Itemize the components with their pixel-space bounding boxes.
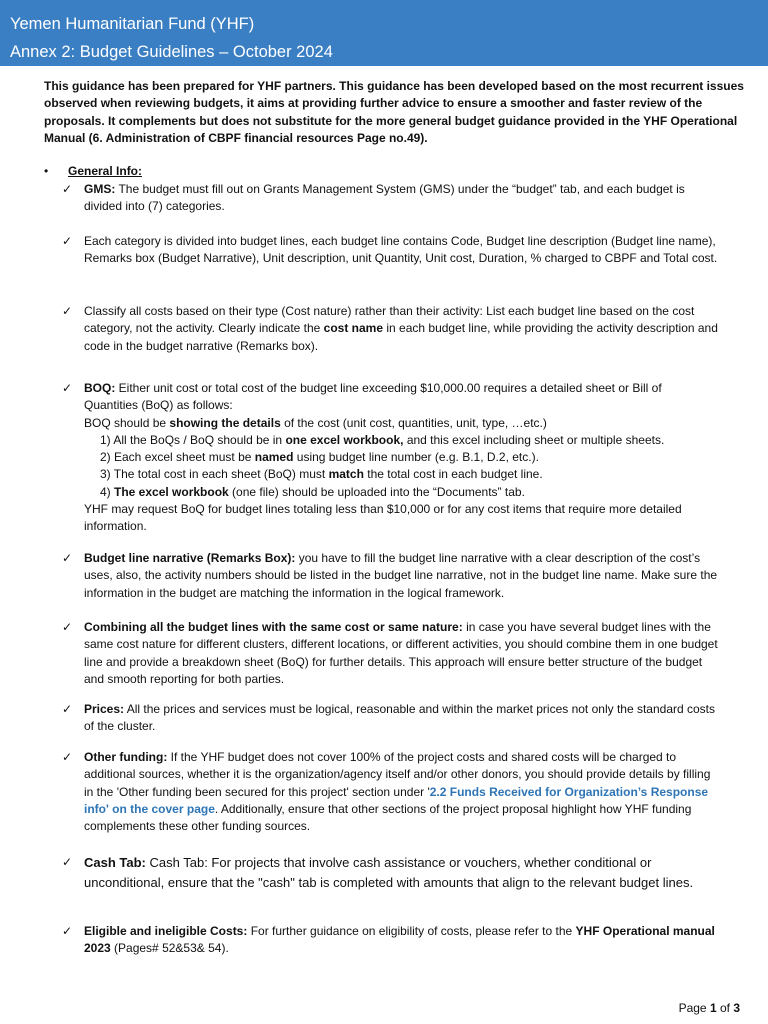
item-text: For further guidance on eligibility of costs, please refer to the bbox=[247, 924, 576, 938]
item-text: 1) All the BoQs / BoQ should be in bbox=[100, 432, 286, 447]
boq-step-2 bbox=[84, 449, 718, 466]
bullet-icon: • bbox=[44, 164, 49, 178]
intro-text: This guidance has been prepared for YHF partners. This guidance has been developed based on the most recurrent issues observed when reviewing budgets, it aims at providing further advice to ensure a smoother and faster review of the proposals. It complements but does not substitute for the more general budget guidance provided in the YHF Operational Manual (6. Administration of CBPF financial resources Page no.49). bbox=[44, 79, 744, 145]
item-text: in each budget line, while providing the activity description and code in the budget narrative (Remarks box). bbox=[84, 321, 718, 353]
item-text: of the cost (unit cost, quantities, unit, type, …etc.) bbox=[280, 415, 547, 430]
item-text: If the YHF budget does not cover 100% of the project costs and shared costs will be charged to additional sources, whether it is the organization/agency itself and/or other donors, you should provide details by filling in the 'Other funding been secured for this project' section under ' bbox=[84, 750, 711, 799]
item-title: Budget line narrative (Remarks Box): bbox=[84, 551, 296, 565]
item-bold: showing the details bbox=[169, 415, 281, 430]
cover-page-link[interactable]: 2.2 Funds Received for Organization’s Response info' on the cover page bbox=[84, 784, 709, 816]
checkmark-icon: ✓ bbox=[62, 855, 73, 869]
item-text: BOQ should be bbox=[84, 415, 170, 430]
item-text: the total cost in each budget line. bbox=[363, 467, 543, 482]
item-text: Each category is divided into budget lines, each budget line contains Code, Budget line description (Budget line name), Remarks box (Budget Narrative), Unit description, unit Quantity, Unit cost, Duration, % charged to CBPF and Total cost. bbox=[84, 234, 718, 266]
item-text: 4) bbox=[100, 484, 115, 499]
item-text: in case you have several budget lines with the same cost nature for different clusters, different locations, or different activities, you should combine them in one budget line and provide a breakdown sheet (BoQ) for further details. This approach will ensure better structure of the budget and smooth reporting for both parties. bbox=[84, 620, 718, 686]
checkmark-icon: ✓ bbox=[62, 304, 73, 318]
item-text: using budget line number (e.g. B.1, D.2, etc.). bbox=[293, 450, 539, 465]
checkmark-icon: ✓ bbox=[62, 924, 73, 938]
item-text: All the prices and services must be logical, reasonable and within the market prices not only the standard costs of the cluster. bbox=[84, 702, 716, 734]
item-text: (Pages# 52&53& 54). bbox=[110, 941, 229, 956]
item-title: Eligible and ineligible Costs: bbox=[84, 924, 248, 938]
item-title: Combining all the budget lines with the same cost or same nature: bbox=[84, 620, 463, 634]
document-subtitle: Annex 2: Budget Guidelines – October 2024 bbox=[10, 43, 333, 61]
checkmark-icon: ✓ bbox=[62, 381, 73, 395]
item-bold: cost name bbox=[323, 321, 384, 336]
boq-step-3 bbox=[84, 466, 718, 483]
checkmark-icon: ✓ bbox=[62, 182, 73, 196]
item-text: and this excel including sheet or multiple sheets. bbox=[403, 432, 665, 447]
item-text: Classify all costs based on their type (Cost nature) rather than their activity: List each budget line based on the cost category, not the activity. Clearly indicate the bbox=[84, 304, 695, 336]
item-title: Other funding: bbox=[84, 750, 168, 764]
item-text: Either unit cost or total cost of the budget line exceeding $10,000.00 requires a detailed sheet or Bill of Quantities (BoQ) as follows: bbox=[84, 381, 662, 413]
item-bold: match bbox=[328, 467, 364, 482]
item-title: Prices: bbox=[84, 702, 125, 716]
item-text: (one file) should be uploaded into the “Documents” tab. bbox=[228, 484, 525, 499]
item-text: Cash Tab: For projects that involve cash assistance or vouchers, whether conditional or unconditional, ensure that the "cash" tab is completed with amounts that align to the relevant budget lines. bbox=[84, 855, 694, 890]
page-of: of bbox=[716, 1001, 734, 1015]
item-text: 2) Each excel sheet must be bbox=[100, 450, 255, 465]
page-label: Page bbox=[678, 1001, 710, 1015]
item-title: GMS: bbox=[84, 182, 116, 196]
item-title: Cash Tab: bbox=[84, 855, 146, 870]
checkmark-icon: ✓ bbox=[62, 750, 73, 764]
item-bold: named bbox=[254, 450, 294, 465]
boq-step-4 bbox=[84, 484, 718, 501]
general-info-label: General Info: bbox=[68, 164, 143, 178]
checkmark-icon: ✓ bbox=[62, 702, 73, 716]
item-text: The budget must fill out on Grants Management System (GMS) under the “budget” tab, and each budget is divided into (7) categories. bbox=[84, 182, 685, 214]
item-bold: The excel workbook bbox=[114, 484, 229, 499]
item-text: YHF may request BoQ for budget lines totaling less than $10,000 or for any cost items that require more detailed information. bbox=[84, 502, 682, 534]
page-number bbox=[679, 1001, 740, 1015]
item-bold: one excel workbook, bbox=[285, 432, 404, 447]
checkmark-icon: ✓ bbox=[62, 620, 73, 634]
document-title: Yemen Humanitarian Fund (YHF) bbox=[10, 15, 255, 33]
total-pages: 3 bbox=[733, 1001, 740, 1015]
item-title: BOQ: bbox=[84, 381, 116, 395]
intro-paragraph bbox=[44, 78, 744, 147]
item-bold: YHF Operational manual 2023 bbox=[84, 924, 715, 956]
current-page: 1 bbox=[709, 1001, 717, 1015]
checkmark-icon: ✓ bbox=[62, 234, 73, 248]
boq-step-1 bbox=[84, 432, 718, 449]
checkmark-icon: ✓ bbox=[62, 551, 73, 565]
item-text: 3) The total cost in each sheet (BoQ) must bbox=[100, 467, 329, 482]
document-header bbox=[0, 0, 768, 66]
item-text: . Additionally, ensure that other sections of the project proposal highlight how YHF funding complements these other funding sources. bbox=[84, 801, 692, 834]
item-text: you have to fill the budget line narrative with a clear description of the cost’s uses, also, the activity numbers should be listed in the budget line narrative, not in the budget line name. Make sure the information in the budget are matching the information in the logical framework. bbox=[84, 551, 718, 600]
